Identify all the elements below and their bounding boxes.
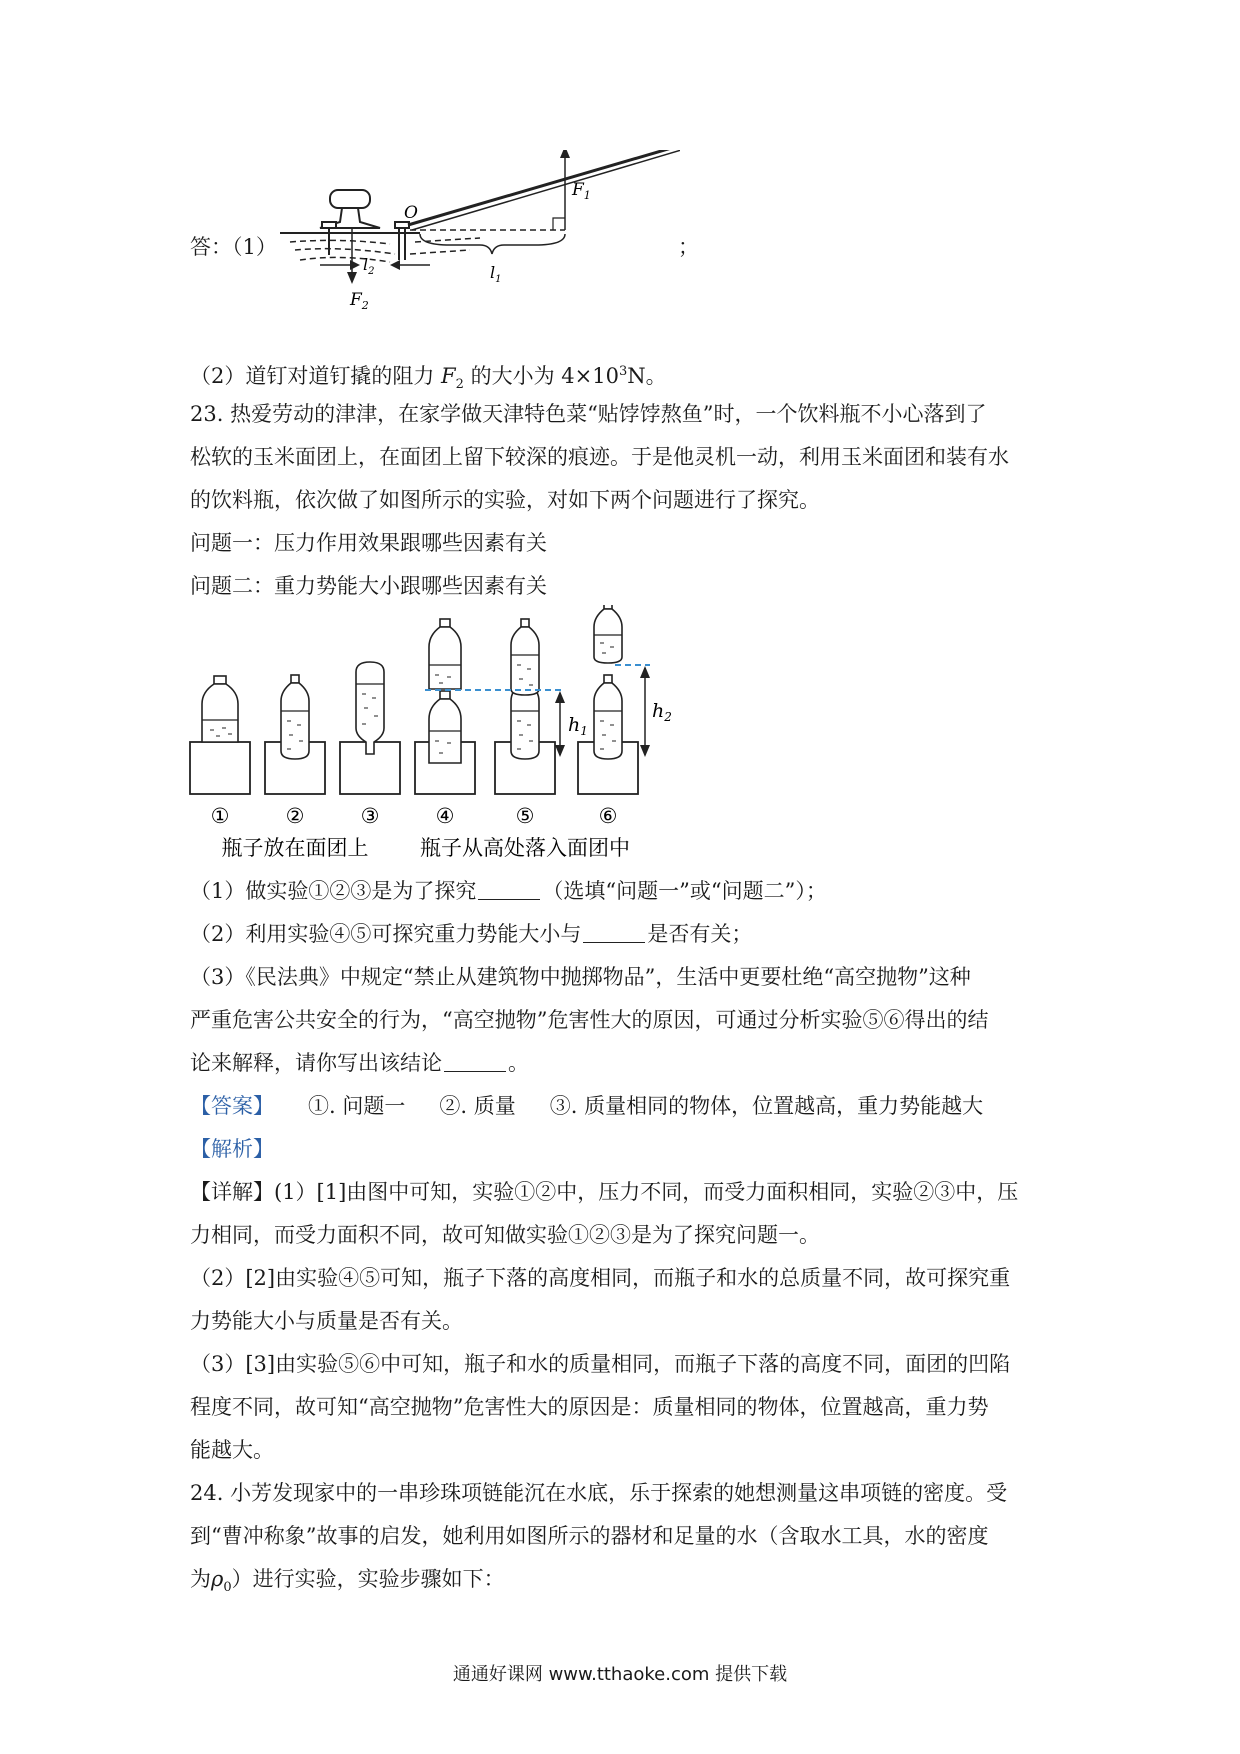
answer-item-3: ③. 质量相同的物体，位置越高，重力势能越大	[549, 1094, 984, 1118]
bottle-1	[202, 676, 238, 742]
answer-1-prefix: 答：（1）	[190, 235, 277, 259]
caption-on-dough: 瓶子放在面团上	[221, 836, 369, 860]
l2-label: $l_2$	[363, 255, 375, 277]
q23-stem-line-2: 松软的玉米面团上，在面团上留下较深的痕迹。于是他灵机一动，利用玉米面团和装有水	[190, 445, 1009, 469]
q23-problem-1: 问题一：压力作用效果跟哪些因素有关	[190, 531, 547, 555]
bottle-4-high	[429, 619, 461, 689]
detail-line-5: （3）[3]由实验⑤⑥中可知，瓶子和水的质量相同，而瓶子下落的高度不同，面团的凹陷	[190, 1352, 1011, 1376]
q23-sub-3-line-3: 论来解释，请你写出该结论 。	[190, 1051, 529, 1075]
q23-sub-2: （2）利用实验④⑤可探究重力势能大小与 是否有关；	[190, 922, 753, 946]
l1-label: $l_1$	[490, 263, 502, 285]
q23-sub-1: （1）做实验①②③是为了探究 （选填“问题一”或“问题二”）；	[190, 879, 827, 903]
answer-blank-1[interactable]	[478, 879, 540, 900]
caption-falling: 瓶子从高处落入面团中	[420, 836, 630, 860]
h2-label: $h_2$	[652, 700, 672, 724]
bottle-2	[281, 675, 309, 759]
bottle-6-landed	[594, 675, 622, 759]
bottle-6-high	[594, 605, 622, 663]
f1-label: $F_1$	[572, 180, 591, 202]
figure-label-6: ⑥	[598, 804, 618, 828]
q24-line-2: 到“曹冲称象”故事的启发，她利用如图所示的器材和足量的水（含取水工具，水的密度	[190, 1524, 989, 1548]
q23-stem-line-3: 的饮料瓶，依次做了如图所示的实验，对如下两个问题进行了探究。	[190, 488, 820, 512]
detail-line-2: 力相同，而受力面积不同，故可知做实验①②③是为了探究问题一。	[190, 1223, 820, 1247]
detail-line-7: 能越大。	[190, 1438, 274, 1462]
page-footer: 通通好课网 www.tthaoke.com 提供下载	[452, 1664, 788, 1685]
q23-problem-2: 问题二：重力势能大小跟哪些因素有关	[190, 574, 547, 598]
answer-item-1: ①. 问题一	[308, 1094, 406, 1118]
q24-line-1: 24. 小芳发现家中的一串珍珠项链能沉在水底，乐于探索的她想测量这串项链的密度。受	[190, 1481, 1008, 1505]
bottle-3	[356, 662, 384, 754]
answer-blank-2[interactable]	[583, 922, 645, 943]
figure-label-4: ④	[435, 804, 455, 828]
detail-line-3: （2）[2]由实验④⑤可知，瓶子下落的高度相同，而瓶子和水的总质量不同，故可探究重	[190, 1266, 1011, 1290]
lever-diagram	[280, 150, 680, 340]
l1-brace	[420, 234, 565, 254]
pivot-label: O	[404, 203, 418, 223]
q23-sub-3-line-1: （3）《民法典》中规定“禁止从建筑物中抛掷物品”，生活中更要杜绝“高空抛物”这种	[190, 965, 971, 989]
figure-label-3: ③	[360, 804, 380, 828]
answer-item-2: ②. 质量	[439, 1094, 516, 1118]
lever-bar	[408, 150, 680, 225]
f2-label: $F_2$	[350, 290, 369, 312]
bottle-experiment-figure	[185, 605, 685, 860]
detail-line-1: 【详解】(1）[1]由图中可知，实验①②中，压力不同，而受力面积相同，实验②③中，压	[190, 1180, 1019, 1204]
bottle-4-landed	[429, 691, 461, 763]
figure-label-5: ⑤	[515, 804, 535, 828]
figure-label-1: ①	[210, 804, 230, 828]
dough-1	[190, 742, 250, 794]
spike-left	[322, 222, 336, 228]
ground-dashes	[290, 240, 395, 262]
q24-line-3: 为$\rho_0$）进行实验，实验步骤如下：	[190, 1567, 505, 1596]
q23-sub-3-line-2: 严重危害公共安全的行为，“高空抛物”危害性大的原因，可通过分析实验⑤⑥得出的结	[190, 1008, 989, 1032]
figure-label-2: ②	[285, 804, 305, 828]
h1-label: $h_1$	[568, 714, 588, 738]
answer-1-suffix: ；	[678, 235, 699, 259]
answer-2-line: （2）道钉对道钉撬的阻力 $F_2$ 的大小为 $4\times 10^3N$。	[190, 364, 667, 393]
q23-stem-line-1: 23. 热爱劳动的津津，在家学做天津特色菜“贴饽饽熬鱼”时，一个饮料瓶不小心落到了	[190, 402, 987, 426]
bottle-5-high	[511, 619, 539, 695]
rail-head	[330, 190, 370, 208]
detail-line-6: 程度不同，故可知“高空抛物”危害性大的原因是：质量相同的物体，位置越高，重力势	[190, 1395, 989, 1419]
answer-tag: 【答案】	[190, 1094, 274, 1118]
answer-blank-3[interactable]	[444, 1051, 506, 1072]
detail-line-4: 力势能大小与质量是否有关。	[190, 1309, 463, 1333]
analysis-tag: 【解析】	[190, 1137, 274, 1161]
q23-answer-line	[190, 1091, 983, 1121]
